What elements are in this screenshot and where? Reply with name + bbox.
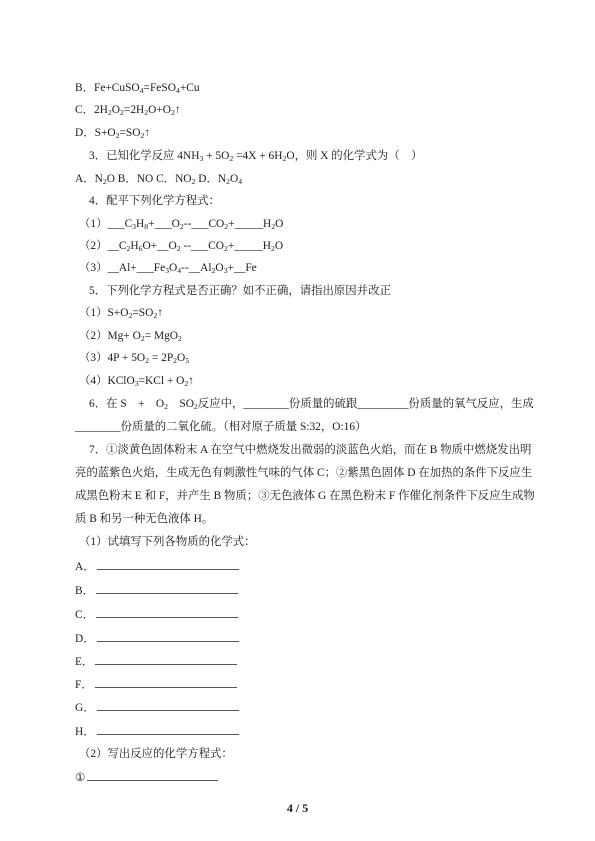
subscript: 2 [115, 131, 120, 141]
answer-label: F． [75, 679, 93, 691]
answer-blank [95, 676, 237, 688]
subscript: 6 [138, 244, 143, 254]
subscript: 2 [223, 244, 228, 254]
q7-paragraph-line-1: 7．①淡黄色固体粉末 A 在空气中燃烧发出微弱的淡蓝色火焰，而在 B 物质中燃烧发出明 [89, 444, 532, 456]
answer-blank [97, 630, 239, 642]
subscript: 2 [171, 108, 175, 118]
answer-line-g [75, 699, 239, 716]
answer-label: G． [75, 702, 95, 714]
subscript: 2 [140, 334, 145, 344]
subscript: 3 [165, 266, 170, 276]
q5-item-1: $(1)S+O_2=SO_2↑$ [79, 307, 163, 321]
answer-blank [96, 606, 238, 618]
subscript: 2 [211, 266, 216, 276]
subscript: 4 [175, 86, 180, 96]
subscript: 2 [224, 222, 229, 232]
equation-label: ① [75, 772, 86, 784]
page-number: 4 / 5 [286, 801, 309, 815]
answer-label: H． [75, 726, 95, 738]
q2-option-b: B．Fe+CuSO$_4$=FeSO$_4$+Cu [75, 82, 200, 96]
q4-item-1: $(1)\_\_\_C_3H_8+\_\_\_O_2--\_\_\_CO_2+\_\_\_\_\_H_2O$ [79, 218, 284, 232]
q5-title: 5．下列化学方程式是否正确？如不正确，请指出原因并改正 [89, 285, 391, 297]
q7-part2-title: （2）写出反应的化学方程式： [79, 748, 233, 760]
subscript: 5 [185, 356, 190, 366]
subscript: 2 [120, 108, 124, 118]
subscript: 2 [173, 356, 178, 366]
subscript: 8 [144, 222, 149, 232]
subscript: 2 [270, 244, 275, 254]
answer-blank [97, 723, 239, 735]
q2-option-c: C．$2H_2O_2=2H_2O+O_2↑$ [75, 104, 181, 118]
answer-label: C． [75, 609, 94, 621]
subscript: 2 [144, 108, 149, 118]
q5-item-3: $(3)4P + 5O_2 = 2P_2O_5$ [79, 352, 190, 366]
answer-line-c [75, 606, 238, 623]
answer-blank [97, 558, 239, 570]
q6-line-2: ________份质量的二氧化硫。（相对原子质量 S:32，O:16） [75, 421, 367, 433]
subscript: 2 [226, 177, 230, 187]
answer-line-d [75, 630, 239, 647]
subscript: 2 [140, 131, 145, 141]
q7-paragraph-line-2: 亮的蓝紫色火焰，生成无色有刺激性气味的气体 C；②紫黑色固体 D 在加热的条件下反应生 [75, 467, 533, 479]
q4-item-2: $(2)\_\_C_2H_6O+\_\_O_2$ $--\_\_\_CO_2+\_\_\_\_\_H_2O$ [79, 240, 284, 254]
subscript: 2 [153, 311, 158, 321]
q2-option-d: D．$S+O_2=SO_2↑$ [75, 127, 151, 141]
subscript: 2 [102, 177, 107, 187]
answer-label: B． [75, 585, 94, 597]
subscript: 2 [145, 356, 149, 366]
subscript: 4 [238, 177, 243, 187]
subscript: 2 [271, 222, 276, 232]
q5-item-2: $(2)Mg+ O_2= MgO_2$ [79, 330, 182, 344]
answer-line-e [75, 653, 237, 670]
subscript: 2 [179, 222, 184, 232]
q7-paragraph-line-3: 成黑色粉末 E 和 F，并产生 B 物质；③无色液体 G 在黑色粉末 F 作催化剂条件下反应生成物 [75, 490, 535, 502]
subscript: 2 [128, 311, 133, 321]
equation-blank [87, 769, 218, 781]
subscript: 2 [282, 154, 287, 164]
subscript: 2 [184, 379, 189, 389]
answer-label: E． [75, 656, 94, 668]
answer-line-h [75, 723, 239, 740]
q3-stem: 3．已知化学反应 $4NH_3 + 5O_2 =4X + 6H_2O$，则 X 的化学式为（ ） [89, 150, 423, 164]
subscript: 3 [132, 222, 137, 232]
q6-line-1: 6．在 S + $O_2$ $SO_2$反应中，________份质量的硫跟_________份质量的氧气反应，生成 [89, 398, 534, 412]
answer-label: A． [75, 561, 95, 573]
q4-item-3: $(3)\_\_Al+\_\_\_Fe_3O_4--\_\_Al_2O_3+\_\_Fe$ [79, 262, 257, 276]
subscript: 2 [193, 402, 198, 412]
q7-part1-title: （1）试填写下列各物质的化学式： [79, 536, 256, 548]
subscript: 2 [176, 244, 181, 254]
q5-item-4: （4）KClO$_3$=KCl + $O_2↑$ [79, 375, 194, 389]
equation-line-1 [75, 769, 218, 786]
q3-options: A．$N_2O$ B．NO C．$NO_2$ D．$N_2O_4$ [75, 173, 243, 187]
subscript: 3 [199, 154, 204, 164]
subscript: 2 [164, 402, 168, 412]
answer-line-a [75, 558, 239, 575]
subscript: 2 [191, 177, 196, 187]
answer-blank [97, 699, 239, 711]
answer-blank [95, 653, 237, 665]
subscript: 2 [107, 108, 112, 118]
q4-title: 4．配平下列化学方程式： [89, 195, 220, 207]
answer-label: D． [75, 633, 95, 645]
subscript: 4 [139, 86, 144, 96]
answer-line-b [75, 582, 238, 599]
answer-line-f [75, 676, 237, 693]
subscript: 2 [229, 154, 234, 164]
subscript: 4 [177, 266, 182, 276]
q7-paragraph-line-4: 质 B 和另一种无色液体 H。 [75, 513, 214, 525]
subscript: 3 [223, 266, 228, 276]
subscript: 2 [178, 334, 182, 344]
subscript: 2 [126, 244, 131, 254]
answer-blank [96, 582, 238, 594]
subscript: 3 [134, 379, 139, 389]
